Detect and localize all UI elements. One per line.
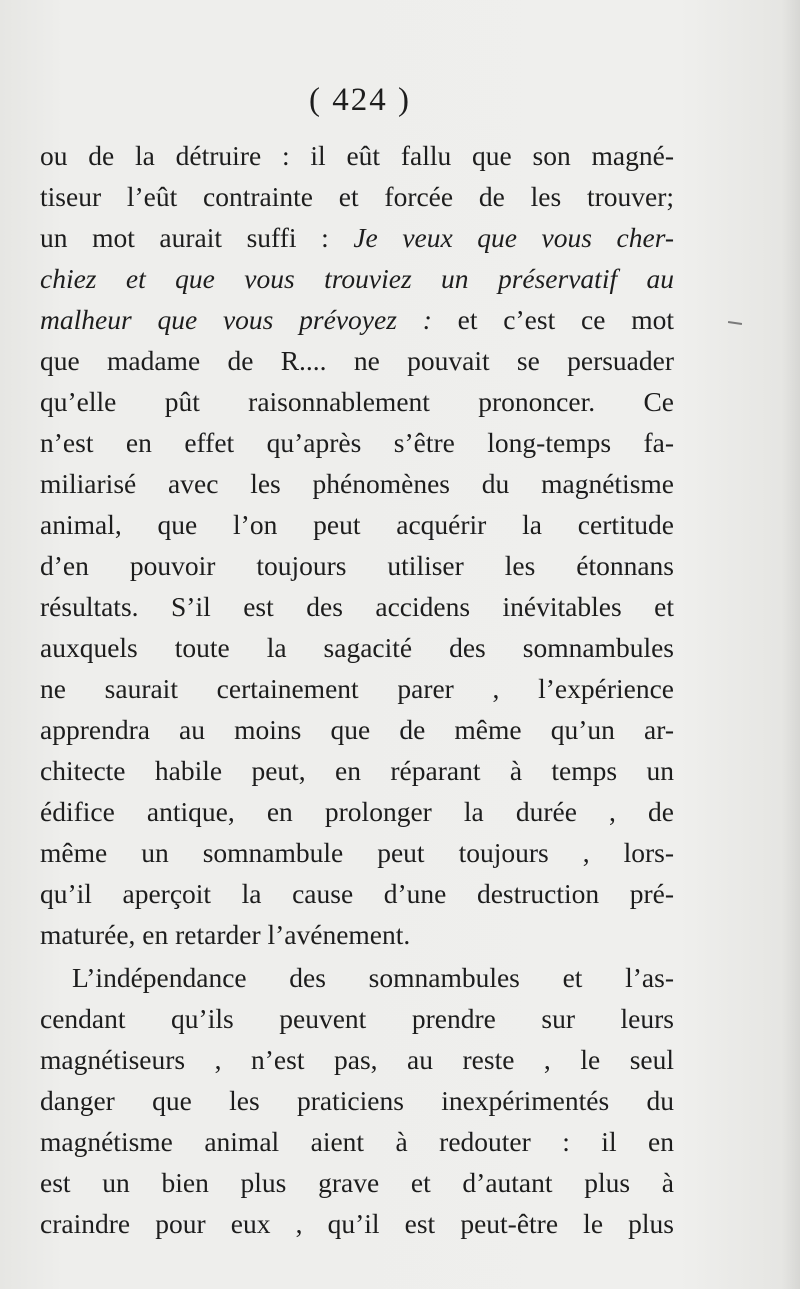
text-line xyxy=(40,668,674,709)
text-line xyxy=(40,1162,674,1203)
text-run: que madame de R.... ne pouvait se persuader xyxy=(40,345,674,376)
text-run: résultats. S’il est des accidens inévitables et xyxy=(40,591,674,622)
text-run: magnétisme animal aient à redouter : il en xyxy=(40,1126,674,1157)
text-line xyxy=(40,135,674,176)
text-run: et c’est ce mot xyxy=(431,304,675,335)
italic-text: Je veux que vous cher- xyxy=(353,222,674,253)
text-run: un mot aurait suffi : xyxy=(40,222,354,253)
text-run: n’est en effet qu’après s’être long-temps fa- xyxy=(40,427,674,458)
text-line xyxy=(40,873,674,914)
text-line xyxy=(40,217,674,258)
text-run: est un bien plus grave et d’autant plus à xyxy=(40,1167,674,1198)
text-run: danger que les praticiens inexpérimentés du xyxy=(40,1085,674,1116)
text-run: auxquels toute la sagacité des somnambules xyxy=(40,632,674,663)
text-line xyxy=(40,258,674,299)
text-run: L’indépendance des somnambules et l’as- xyxy=(72,962,674,993)
page-edge-shadow xyxy=(782,0,800,1289)
text-run: apprendra au moins que de même qu’un ar- xyxy=(40,714,674,745)
text-line xyxy=(40,957,674,998)
text-line xyxy=(40,422,674,463)
text-run: chitecte habile peut, en réparant à temps un xyxy=(40,755,674,786)
text-line xyxy=(40,586,674,627)
text-run: animal, que l’on peut acquérir la certitude xyxy=(40,509,674,540)
text-line xyxy=(40,340,674,381)
text-line xyxy=(40,914,674,955)
text-line xyxy=(40,545,674,586)
text-run: qu’il aperçoit la cause d’une destruction pré- xyxy=(40,878,674,909)
text-line xyxy=(40,1121,674,1162)
text-line xyxy=(40,1203,674,1244)
text-line xyxy=(40,750,674,791)
page-number: ( 424 ) xyxy=(309,82,411,118)
text-line xyxy=(40,504,674,545)
text-run: édifice antique, en prolonger la durée , de xyxy=(40,796,674,827)
text-line xyxy=(40,998,674,1039)
text-line xyxy=(40,1080,674,1121)
text-line xyxy=(40,176,674,217)
text-line xyxy=(40,627,674,668)
text-run: cendant qu’ils peuvent prendre sur leurs xyxy=(40,1003,674,1034)
italic-text: malheur que vous prévoyez : xyxy=(40,304,432,335)
italic-text: chiez et que vous trouviez un préservatif au xyxy=(40,263,674,294)
text-run: magnétiseurs , n’est pas, au reste , le seul xyxy=(40,1044,674,1075)
text-run: craindre pour eux , qu’il est peut-être le plus xyxy=(40,1208,674,1239)
text-run: même un somnambule peut toujours , lors- xyxy=(40,837,674,868)
text-run: miliarisé avec les phénomènes du magnétisme xyxy=(40,468,674,499)
margin-mark xyxy=(728,321,742,325)
text-line xyxy=(40,463,674,504)
text-line xyxy=(40,791,674,832)
text-line xyxy=(40,381,674,422)
text-run: qu’elle pût raisonnablement prononcer. Ce xyxy=(40,386,674,417)
text-line xyxy=(40,832,674,873)
text-run: d’en pouvoir toujours utiliser les étonnans xyxy=(40,550,674,581)
text-run: tiseur l’eût contrainte et forcée de les trouver; xyxy=(40,181,674,212)
text-run: ne saurait certainement parer , l’expérience xyxy=(40,673,674,704)
body-text xyxy=(40,135,674,1244)
text-line xyxy=(40,1039,674,1080)
text-run: maturée, en retarder l’avénement. xyxy=(40,919,411,950)
text-run: ou de la détruire : il eût fallu que son magné- xyxy=(40,140,674,171)
text-line xyxy=(40,709,674,750)
text-line xyxy=(40,299,674,340)
